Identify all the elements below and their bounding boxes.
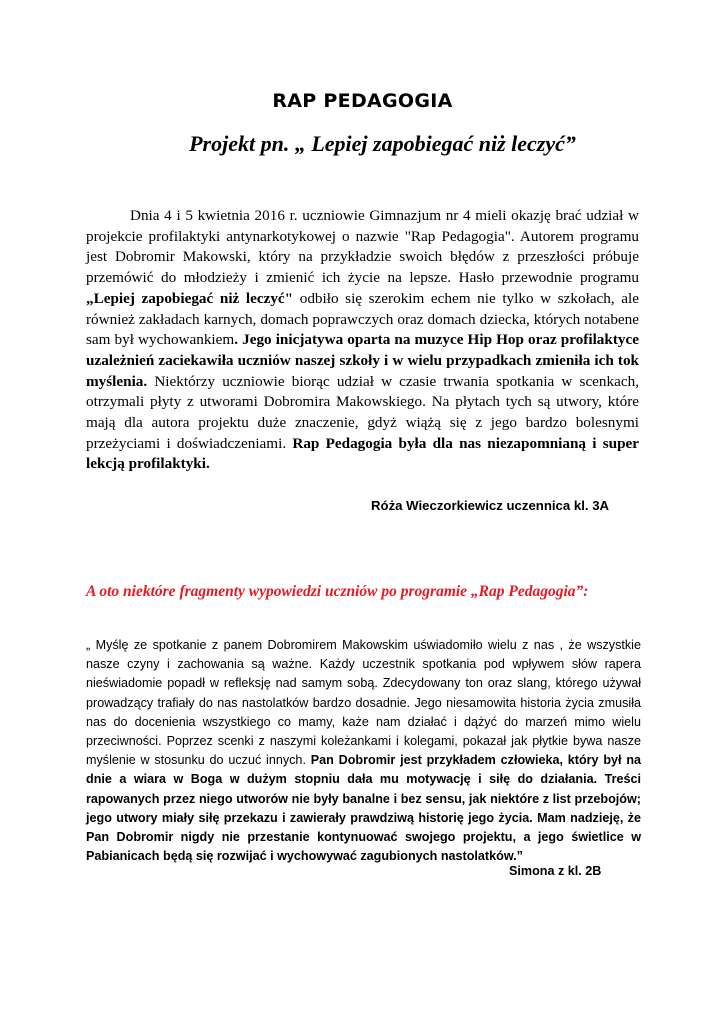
document-subtitle: Projekt pn. „ Lepiej zapobiegać niż leczyć” bbox=[189, 131, 576, 156]
article-text-1: Dnia 4 i 5 kwietnia 2016 r. uczniowie Gimnazjum nr 4 mieli okazję brać udział w projekcie profilaktyki antynarkotykowej o nazwie "Rap Pedagogia". Autorem programu jest Dobromir Makowski, który na przykładzie swoich błędów z przeszłości próbuje przemówić do młodzieży i zmienić ich życie na lepsze. Hasło przewodnie programu bbox=[86, 207, 639, 287]
document-title: RAP PEDAGOGIA bbox=[272, 90, 453, 112]
article-bold-2: . Jego inicjatywa oparta na muzyce Hip Hop oraz profilaktyce uzależnień zaciekawiła uczniów naszej szkoły i w wielu przypadkach zmieniła ich tok myślenia. bbox=[86, 331, 639, 390]
article-paragraph bbox=[86, 206, 639, 475]
article-text-2: odbiło się szerokim echem nie tylko w szkołach, ale również zakładach karnych, domach poprawczych oraz domach dziecka, których notabene sam był wychowankiem bbox=[86, 289, 640, 349]
article-bold-1: „Lepiej zapobiegać niż leczyć" bbox=[86, 289, 294, 307]
student-quote bbox=[86, 636, 641, 866]
article-bold-3: Rap Pedagogia była dla nas niezapomnianą i super lekcją profilaktyki. bbox=[86, 434, 640, 473]
quote-bold-text: Pan Dobromir jest przykładem człowieka, który był na dnie a wiara w Boga w dużym stopniu dała mu motywację i siłę do działania. Treści rapowanych przez niego utworów nie były banalne i bez sensu, jak niektóre z list przebojów; jego utwory miały siłę przekazu i zawierały prawdziwą historię jego życia. Mam nadzieję, że Pan Dobromir nigdy nie przestanie kontynuować swojego projektu, a jego świetlice w Pabianicach będą się rozwijać i wychowywać zagubionych nastolatków.” bbox=[86, 753, 642, 864]
quote-signature: Simona z kl. 2B bbox=[509, 864, 602, 878]
author-signature: Róża Wieczorkiewicz uczennica kl. 3A bbox=[371, 498, 610, 513]
quote-text: „ Myślę ze spotkanie z panem Dobromirem Makowskim uświadomiło wielu z nas , że wszystkie nasze czyny i zachowania są ważne. Każdy uczestnik spotkania pod wpływem słów rapera nieświadomie popadł w refleksję nad samym sobą. Zdecydowany ton oraz slang, którego używał prowadzący trafiały do nas nastolatków bardzo dosadnie. Jego niesamowita historia życia zmusiła nas do docenienia wszystkiego co mamy, każe nam działać i dążyć do marzeń mimo wielu przeciwności. Poprzez scenki z naszymi koleżankami i kolegami, pokazał jak płytkie bywa nasze myślenie w stosunku do uczuć innych. bbox=[86, 638, 641, 768]
section-heading: A oto niektóre fragmenty wypowiedzi uczniów po programie „Rap Pedagogia”: bbox=[86, 583, 589, 600]
article-text-3: Niektórzy uczniowie biorąc udział w czasie trwania spotkania w scenkach, otrzymali płyty z utworami Dobromira Makowskiego. Na płytach tych są utwory, które mają dla autora projektu duże znaczenie, gdyż wiążą się z jego bardzo bolesnymi przeżyciami i doświadczeniami. bbox=[86, 372, 639, 452]
